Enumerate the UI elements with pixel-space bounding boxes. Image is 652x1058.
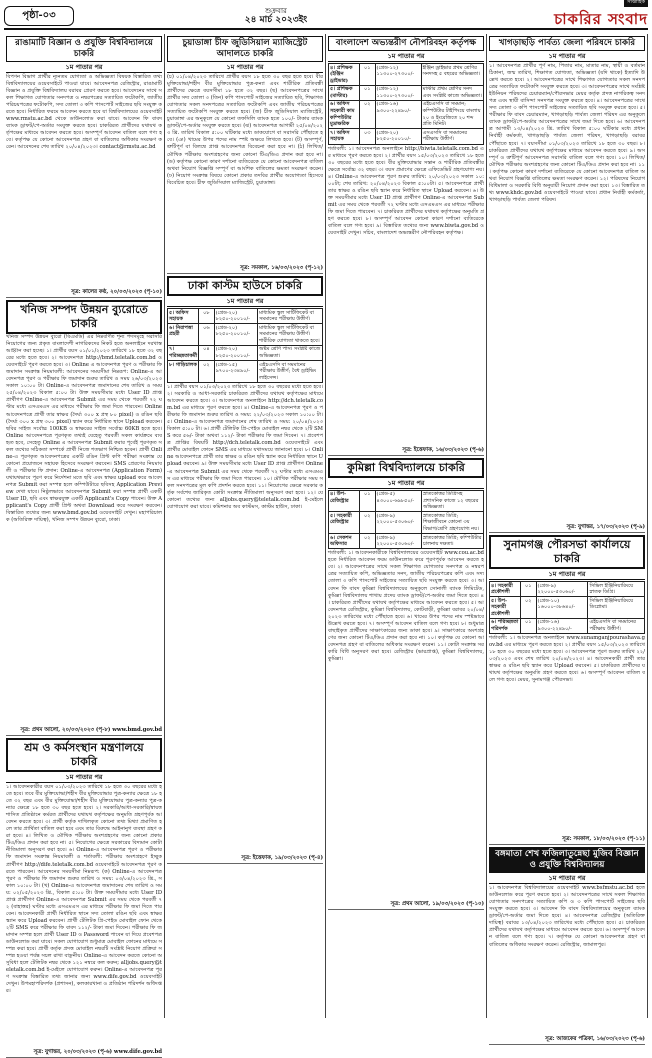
qualification: স্নাতকোত্তর ডিগ্রি; কম্পিউটার চালনায় দক্ষতা। [422,534,484,549]
article-heading: চুয়াডাঙ্গা চীফ জুডিসিয়াল ম্যাজিস্ট্রেট আদালতে চাকরি [167,36,323,62]
posts-table [167,308,323,383]
qualification: এইচএসসি বা সমমান; কম্পিউটার টাইপিংয়ে বাংলায় ২০ ও ইংরেজিতে ২০ শব্দ প্রতি মিনিট। [421,100,483,128]
page-number: পৃষ্ঠা-০৩ [4,6,74,26]
article-heading: ঢাকা কাস্টম হাউসে চাকরি [167,276,323,296]
pay-scale: (গ্রেড-১৬) ৯৩০০-২২৪৯০/- [375,100,421,128]
article-body: ১। আবেদনপত্র প্রার্থীর পূর্ণ নাম, পিতার নাম, মাতার নাম, স্থায়ী ও বর্তমান ঠিকানা, জন্ম তারিখ, শিক্ষাগত যোগ্যতা, অভিজ্ঞতা (যদি থাকে) ইত্যাদি উল্লেখ করতে হবে। ২। আবেদনপত্রের সাথে শিক্ষাগত যোগ্যতার সকল সনদপত্রের সত্যায়িত ফটোকপি সংযুক্ত করতে হবে। ৩। আবেদনপত্রের সাথে সংশ্লিষ্ট ইউনিয়ন পরিষদের চেয়ারম্যান/পৌরসভার মেয়র কর্তৃক প্রদত্ত নাগরিকত্ব সনদপত্র এবং স্থায়ী বাসিন্দা সনদপত্র সংযুক্ত করতে হবে। ৪। আবেদনপত্রের সাথে সদ্য তোলা ৩ কপি পাসপোর্ট সাইজের সত্যায়িত ছবি সংযুক্ত করতে হবে। ৫। পরীক্ষার ফি বাবদ চেয়ারম্যান, খাগড়াছড়ি পার্বত্য জেলা পরিষদ এর অনুকূলে ব্যাংক ড্রাফট/পে-অর্ডার আবেদনপত্রের সাথে জমা দিতে হবে। ৬। আবেদনপত্র আগামী ১৩/০৪/২০২৩ খ্রি. তারিখ বিকাল ৫:০০ ঘটিকার মধ্যে প্রধান নির্বাহী কর্মকর্তা, খাগড়াছড়ি পার্বত্য জেলা পরিষদ, খাগড়াছড়ি বরাবর পৌঁছাতে হবে। ৭। বয়সসীমা ০১/০৩/২০২৩ তারিখে ১৮ হতে ৩০ বছর। ৮। চাকরিরত প্রার্থীদের যথাযথ কর্তৃপক্ষের মাধ্যমে আবেদন করতে হবে। ৯। অসম্পূর্ণ ও ত্রুটিপূর্ণ আবেদনপত্র সরাসরি বাতিল বলে গণ্য হবে। ১০। লিখিত/মৌখিক পরীক্ষায় অংশগ্রহণের জন্য কোনো টিএ/ডিএ প্রদান করা হবে না। ১১। কর্তৃপক্ষ কোনো কারণ দর্শানো ব্যতিরেকে যে কোনো আবেদনপত্র বাতিল অথবা নিয়োগ বিজ্ঞপ্তি বাতিলের ক্ষমতা সংরক্ষণ করেন। ১২। পরিষদের নিয়োগ বিধিমালা ও সরকারি বিধি অনুযায়ী নিয়োগ প্রদান করা হবে। ১৩। বিস্তারিত তথ্য www.khdc.gov.bd ওয়েবসাইটে পাওয়া যাবে। প্রধান নির্বাহী কর্মকর্তা, খাগড়াছড়ি পার্বত্য জেলা পরিষদ। [489,63,645,203]
logo-title: চাকরির সংবাদ [554,10,648,28]
qualification: স্নাতকোত্তর ডিগ্রিসহ প্রশাসনিক কাজে ১২ বছরের অভিজ্ঞতা। [422,490,484,512]
post-count: ০১ [360,490,376,512]
qualification: এসএসসি বা সমমানের পরীক্ষায় উত্তীর্ণ। [421,129,483,144]
pay-scale: (গ্রেড-১০) ১৬০০০-৩৮৬৪০/- [536,597,588,619]
article-heading: কুমিল্লা বিশ্ববিদ্যালয়ে চাকরি [328,458,484,478]
article-body: ১। আবেদনকারীর বয়স ০১/০৩/২০২৩ তারিখে ১৮ হতে ৩০ বছরের মধ্যে হতে হবে। তবে বীর মুক্তিযোদ্ধা/শহীদ বীর মুক্তিযোদ্ধার পুত্র-কন্যার ক্ষেত্রে ১৮ হতে ৩২ বছর এবং বীর মুক্তিযোদ্ধা/শহীদ বীর মুক্তিযোদ্ধার পুত্র-কন্যার পুত্র-কন্যার ক্ষেত্রে ১৮ হতে ৩০ বছর হতে হবে। ২। সরকারি/আধা-সরকারি/স্বায়ত্তশাসিত প্রতিষ্ঠানে কর্মরত প্রার্থীদের যথাযথ কর্তৃপক্ষের অনুমতি গ্রহণপূর্বক আবেদন করতে হবে। ৩। প্রার্থী কর্তৃক দাখিলকৃত কোনো তথ্য মিথ্যা প্রমাণিত হলে তার প্রার্থিতা বাতিল করা হবে এবং তার বিরুদ্ধে আইনানুগ ব্যবস্থা গ্রহণ করা হবে। ৪। লিখিত ও মৌখিক পরীক্ষায় অংশগ্রহণের জন্য কোনো প্রকার টিএ/ডিএ প্রদান করা হবে না। ৫। নিয়োগের ক্ষেত্রে সরকারের বিদ্যমান কোটা নীতিমালা অনুসরণ করা হবে। ৬। Online-এ আবেদনপত্র পূরণ ও পরীক্ষার ফি জমাদান সংক্রান্ত নিয়মাবলী ও শর্তাবলী: পরীক্ষায় অংশগ্রহণে ইচ্ছুক প্রার্থীগণ http://dife.teletalk.com.bd ওয়েবসাইটে আবেদনপত্র পূরণ করতে পারবেন। আবেদনের সময়সীমা নিম্নরূপ: (ক) Online-এ আবেদনপত্র পূরণ ও পরীক্ষার ফি জমাদান শুরুর তারিখ ও সময়: ০৩/০৪/২০২৩ খ্রি., সকাল ১০:০০ টা। (খ) Online-এ আবেদনপত্র জমাদানের শেষ তারিখ ও সময়: ০২/০৫/২০২৩ খ্রি., বিকাল ৫:০০ টা। উক্ত সময়সীমার মধ্যে User ID প্রাপ্ত প্রার্থীগণ Online-এ আবেদনপত্র Submit এর সময় থেকে পরবর্তী ৭২ (বাহাত্তর) ঘণ্টার মধ্যে এসএমএস এর মাধ্যমে পরীক্ষার ফি জমা দিতে পারবেন। আবেদনকারী প্রার্থী নির্ধারিত স্থানে সদ্য তোলা রঙিন ছবি এবং স্বাক্ষর স্ক্যান করে Upload করবেন। প্রার্থী টেলিটক প্রি-পেইড মোবাইল ফোন থেকে ২টি SMS করে পরীক্ষার ফি বাবদ ১১২/- টাকা জমা দিবেন। পরীক্ষার ফি জমাদান সম্পন্ন হলে প্রার্থী User ID ও Password পাবেন যা দিয়ে প্রবেশপত্র ডাউনলোড করা যাবে। সকল যোগাযোগ শুধুমাত্র মোবাইল ফোনের মাধ্যমে সম্পন্ন করা হবে। প্রার্থী কর্তৃক প্রদত্ত মোবাইল নম্বরটি সংশ্লিষ্ট নিয়োগ প্রক্রিয়া সম্পন্ন হওয়া পর্যন্ত সচল রাখা বাঞ্ছনীয়। Online-এ আবেদন করতে কোনো অসুবিধা হলে টেলিটক নম্বর থেকে ১২১ নম্বরে কল করুন; alljobs.query@teletalk.com.bd ই-মেইলে যোগাযোগ করুন। Online-এ আবেদনপত্র পূরণ সংক্রান্ত বিস্তারিত তথ্য জানার জন্য www.dife.gov.bd ওয়েবসাইট দেখুন। উপমহাপরিদর্শক (প্রশাসন), কলকারখানা ও প্রতিষ্ঠান পরিদর্শন অধিদপ্তর। [6,784,163,995]
table-row [168,345,323,360]
post-name: ৬। অফিস সহকারী কাম কম্পিউটার মুদ্রাক্ষরিক [329,100,360,128]
qualification: এইচএসসি বা সমমানের পরীক্ষায় উত্তীর্ণ। [588,618,645,633]
article-heading: সুনামগঞ্জ পৌরসভা কার্যালয়ে চাকরি [489,535,645,569]
post-count: ০২ [360,534,376,549]
pay-scale: (গ্রেড-২০) ৮২৫০-২০০১০/- [214,324,258,346]
post-count: ০২ [199,361,215,383]
source-ref: সূত্র: যুগান্তর, ২০/০৩/২০২৩ (পৃ-৬) www.dife.gov.bd [6,1049,162,1058]
pay-scale: (গ্রেড-৯) ২২০০০-৫৩০৬০/- [536,582,588,597]
source-ref: সূত্র: ইত্তেফাক, ১৬/০৩/২০২৩ (পৃ-৬) [328,447,484,456]
article-body: শর্তাবলী: ১। আবেদনকারীকে বিশ্ববিদ্যালয়ের ওয়েবসাইট www.cou.ac.bd হতে নির্ধারিত আবেদন ফরম ডাউনলোড করে পূরণপূর্বক আবেদন করতে হবে। ২। আবেদনপত্রের সাথে সকল শিক্ষাগত যোগ্যতার সনদপত্র ও নম্বরপত্রের সত্যায়িত কপি, অভিজ্ঞতার সনদ, জাতীয় পরিচয়পত্রের কপি এবং সদ্য তোলা ৩ কপি পাসপোর্ট সাইজের সত্যায়িত ছবি সংযুক্ত করতে হবে। ৩। আবেদন ফি বাবদ কুমিল্লা বিশ্ববিদ্যালয়ের অনুকূলে সোনালী ব্যাংক লিমিটেড, কুমিল্লা বিশ্ববিদ্যালয় শাখায় প্রদেয় ব্যাংক ড্রাফট/পে-অর্ডার জমা দিতে হবে। ৪। চাকরিরত প্রার্থীদের যথাযথ কর্তৃপক্ষের মাধ্যমে আবেদন করতে হবে। ৫। আবেদনপত্র রেজিস্ট্রার, কুমিল্লা বিশ্ববিদ্যালয়, কোটবাড়ী, কুমিল্লা বরাবর ২০/০৪/২০২৩ তারিখের মধ্যে পৌঁছাতে হবে। ৬। খামের উপর পদের নাম স্পষ্টভাবে উল্লেখ করতে হবে। ৭। অসম্পূর্ণ আবেদন বাতিল বলে গণ্য হবে। ৮। শুধুমাত্র বাছাইকৃত প্রার্থীদের সাক্ষাৎকারের জন্য ডাকা হবে। ৯। সাক্ষাৎকারে অংশগ্রহণের জন্য কোনো টিএ/ডিএ প্রদান করা হবে না। ১০। কর্তৃপক্ষ যে কোনো আবেদনপত্র গ্রহণ বা বাতিলের অধিকার সংরক্ষণ করেন। ১১। কোটা সংক্রান্ত সরকারি বিধি অনুসরণ করা হবে। রেজিস্ট্রার (ভারপ্রাপ্ত), কুমিল্লা বিশ্ববিদ্যালয়, কুমিল্লা। [328,550,484,662]
pay-scale: (গ্রেড-১২) ১১৩০০-২৭৩০০/- [375,85,421,100]
qualification: মাস্টার প্রথম শ্রেণির সনদ এবং সংশ্লিষ্ট কাজে অভিজ্ঞতা। [422,86,482,99]
post-count: ০৩ [360,129,376,144]
continued-label: ১ম পাতার পর [328,52,484,62]
posts-table [328,63,484,145]
masthead [4,0,648,30]
qualification: ইঞ্জিন ড্রাইভার প্রথম শ্রেণির সনদসহ ৫ বছরের অভিজ্ঞতা। [421,64,483,86]
table-row [490,618,645,633]
article-body: খনিজ সম্পদ উন্নয়ন ব্যুরো (বিএমডি) এর নিম্নবর্ণিত শূন্য পদসমূহে সরাসরি নিয়োগের জন্য প্রকৃত বাংলাদেশী নাগরিকদের নিকট হতে অনলাইনে দরখাস্ত আহ্বান করা হচ্ছে। ১। প্রার্থীর বয়স ০১/০১/২০২৩ তারিখে ১৮ হতে ৩২ বছরের মধ্যে হতে হবে। ২। আবেদনপত্র http://bmd.teletalk.com.bd ওয়েবসাইটে পূরণ করতে হবে। ৩। Online এ আবেদনপত্র পূরণ ও পরীক্ষার ফি জমাদান সংক্রান্ত নিয়মাবলী: আবেদনের সময়সীমা নিম্নরূপ: Online-এ আবেদনপত্র পূরণ ও পরীক্ষার ফি জমাদান শুরুর তারিখ ও সময় ২৬/০৩/২০২৩ সকাল ১০:০০ টা। Online-এ আবেদনপত্র জমাদানের শেষ তারিখ ও সময় ২৫/০৪/২০২৩ বিকাল ৫:০০ টা। উক্ত সময়সীমার মধ্যে User ID প্রাপ্ত প্রার্থীগণ Online-এ আবেদনপত্র Submit এর সময় থেকে পরবর্তী ৭২ ঘণ্টার মধ্যে এসএমএস এর মাধ্যমে পরীক্ষার ফি জমা দিতে পারবেন। Online আবেদনপত্রে প্রার্থী তার স্বাক্ষর (দৈর্ঘ্য ৩০০ x প্রস্থ ৮০ pixel) ও রঙিন ছবি (দৈর্ঘ্য ৩০০ x প্রস্থ ৩০০ pixel) স্ক্যান করে নির্ধারিত স্থানে Upload করবেন। ছবির সাইজ সর্বোচ্চ 100KB ও স্বাক্ষরের সাইজ সর্বোচ্চ 60KB হতে হবে। Online আবেদনপত্রে পূরণকৃত তথ্যই যেহেতু পরবর্তী সকল কার্যক্রমে ব্যবহৃত হবে, সেহেতু Online এ আবেদনপত্র Submit করার পূর্বেই পূরণকৃত সকল তথ্যের সঠিকতা সম্পর্কে প্রার্থী নিজে শতভাগ নিশ্চিত হবেন। প্রার্থী Online-এ পূরণকৃত আবেদনপত্রের একটি রঙিন প্রিন্ট কপি পরীক্ষা সংক্রান্ত যে কোনো প্রয়োজনে সহায়ক হিসেবে সংরক্ষণ করবেন। SMS প্রেরণের নিয়মাবলী ও পরীক্ষার ফি প্রদান: Online-এ আবেদনপত্র (Application Form) যথাযথভাবে পূরণ করে নির্দেশনা মতে ছবি এবং স্বাক্ষর upload করে আবেদনপত্র Submit করা সম্পন্ন হলে কম্পিউটারে ছবিসহ Application Preview দেখা যাবে। নিষ্ঠুলভাবে আবেদনপত্র Submit করা সম্পন্ন প্রার্থী একটি User ID, ছবি এবং স্বাক্ষরযুক্ত একটি Applicant's Copy পাবেন। উক্ত Applicant's Copy প্রার্থী প্রিন্ট অথবা Download করে সংরক্ষণ করবেন। বিস্তারিত তথ্যের জন্য www.bmd.gov.bd ওয়েবসাইট দেখুন। মহাপরিচালক (অতিরিক্ত দায়িত্ব), খনিজ সম্পদ উন্নয়ন ব্যুরো, ঢাকা। [6,334,162,524]
continued-label: ১ম পাতার পর [6,63,162,73]
table-row [329,129,484,144]
newspaper-logo [478,0,648,28]
source-ref: সূত্র: আজকের পত্রিকা, ১৬/০৩/২০২৩ (পৃ-৬) [489,1036,645,1045]
article-heading: খাগড়াছড়ি পার্বত্য জেলা পরিষদে চাকরি [489,36,645,51]
post-name: ৬। নিরাপত্তা প্রহরী [168,324,199,346]
qualification: এইচএসসি বা সমমানের পরীক্ষায় উত্তীর্ণ; বৈধ ড্রাইভিং লাইসেন্স। [258,361,323,383]
table-row [329,490,484,512]
table-row [490,597,645,619]
post-count: ০১ [360,64,376,86]
article-heading: বাংলাদেশ অভ্যন্তরীণ নৌপরিবহন কর্তৃপক্ষ [328,36,484,51]
table-row [329,512,484,534]
pay-scale: (গ্রেড-২০) ৮২৫০-২০০১০/- [375,129,421,144]
source-ref: সূত্র: ইত্তেফাক, ১৯/০৩/২০২৩ (পৃ-৪) [167,855,323,864]
continued-label: ১ম পাতার পর [489,570,645,580]
source-ref: সূত্র: সমকাল, ১৮/০৩/২০২৩ (পৃ-১১) [489,836,645,845]
qualification: সিভিল ইঞ্জিনিয়ারিংয়ে স্নাতক ডিগ্রি। [588,582,645,597]
table-row [168,309,323,324]
pay-scale: (গ্রেড-৯) ২২০০০-৫৩০৬০/- [375,512,422,534]
post-count: ০৪ [199,345,215,360]
article-body: ১। প্রার্থীর বয়স ০১/০৩/২০২৩ তারিখে ১৮ হতে ৩০ বছরের মধ্যে হতে হবে। ২। সরকারি ও আধা-সরকারি চাকরিরত প্রার্থীদের যথাযথ কর্তৃপক্ষের মাধ্যমে আবেদন করতে হবে। ৩। আবেদনপত্র অনলাইনে http://dch.teletalk.com.bd এর মাধ্যমে পূরণ করতে হবে। ৪। Online-এ আবেদনপত্র পূরণ ও পরীক্ষার ফি জমাদান শুরুর তারিখ ও সময়: ২২/০৩/২০২৩ সকাল ১০:০০ টা। ৫। Online-এ আবেদনপত্র জমাদানের শেষ তারিখ ও সময়: ২০/০৪/২০২৩ বিকাল ৫:০০ টা। ৬। প্রার্থী টেলিটক প্রি-পেইড মোবাইল নম্বর থেকে ২টি SMS করে ৫৬/- টাকা অথবা ১১২/- টাকা পরীক্ষার ফি জমা দিবেন। ৭। প্রবেশপত্র প্রাপ্তির বিষয়টি http://dch.teletalk.com.bd ওয়েবসাইটে এবং প্রার্থীর মোবাইল ফোনে SMS এর মাধ্যমে যথাসময়ে জানানো হবে। ৮। Online আবেদনপত্রে প্রার্থী তার স্বাক্ষর ও রঙিন ছবি স্ক্যান করে নির্ধারিত স্থানে Upload করবেন। ৯। উক্ত সময়সীমার মধ্যে User ID প্রাপ্ত প্রার্থীগণ Online-এ আবেদনপত্র Submit এর সময় থেকে পরবর্তী ৭২ ঘণ্টার মধ্যে এসএমএস এর মাধ্যমে পরীক্ষার ফি জমা দিতে পারবেন। ১০। মৌখিক পরীক্ষার সময় সকল সনদপত্রের মূল কপি প্রদর্শন করতে হবে। ১১। নিয়োগের ক্ষেত্রে সরকার কর্তৃক সর্বশেষ জারিকৃত কোটা সংক্রান্ত নীতিমালা অনুসরণ করা হবে। ১২। যে কোনো তথ্যের জন্য alljobs.query@teletalk.com.bd ই-মেইলে যোগাযোগ করা যাবে। কমিশনার অব কাস্টমস, কাস্টম হাউস, ঢাকা। [167,383,323,510]
continued-label: ১ম পাতার পর [489,874,645,884]
article-heading: শ্রম ও কর্মসংস্থান মন্ত্রণালয়ে চাকরি [6,738,162,772]
continued-label: ১ম পাতার পর [328,479,484,489]
post-name: ৪। সহকারী প্রকৌশলী [490,582,521,597]
post-count: ০২ [521,597,537,619]
source-ref: সূত্র: যুগান্তর, ১৭/০৩/২০২৩ (পৃ-৯) [489,524,645,533]
table-row [168,361,323,383]
article-body: ১। আবেদনপত্র বিশ্ববিদ্যালয়ের ওয়েবসাইট www.bsfmstu.ac.bd হতে ডাউনলোড করে পূরণ করতে হবে। ২। আবেদনপত্রের সাথে সকল শিক্ষাগত যোগ্যতার সনদপত্রের সত্যায়িত কপি ও ৩ কপি পাসপোর্ট সাইজের ছবি সংযুক্ত করতে হবে। ৩। আবেদন ফি বাবদ বিশ্ববিদ্যালয়ের অনুকূলে ব্যাংক ড্রাফট/পে-অর্ডার জমা দিতে হবে। ৪। আবেদনপত্র রেজিস্ট্রার (অতিরিক্ত দায়িত্ব) বরাবর ১৩/০৪/২০২৩ তারিখের মধ্যে পৌঁছাতে হবে। ৫। চাকরিরত প্রার্থীদের যথাযথ কর্তৃপক্ষের মাধ্যমে আবেদন করতে হবে। ৬। অসম্পূর্ণ আবেদন বাতিল বলে গণ্য হবে। ৭। কর্তৃপক্ষ যে কোনো আবেদনপত্র গ্রহণ বা বাতিলের অধিকার সংরক্ষণ করেন। রেজিস্ট্রার, জামালপুর। [489,885,645,948]
post-count: ০১ [360,85,376,100]
post-count: ০৬ [199,324,215,346]
post-count: ০৮ [199,309,215,324]
source-ref: সূত্র: প্রথম আলো, ১৯/০৩/২০২৩ (পৃ-১০) [328,901,484,910]
qualification: মাধ্যমিক স্কুল সার্টিফিকেট বা সমমানের পরীক্ষায় উত্তীর্ণ। শারীরিক যোগ্যতা থাকতে হবে। [258,324,323,346]
post-name: ৭। অফিস সহায়ক [329,129,360,144]
article-body: (চ) ০১/০৪/২০২৩ তারিখে প্রার্থীর বয়স ১৮ হতে ৩০ বছর হতে হবে। বীর মুক্তিযোদ্ধা/শহীদ বীর মুক্তিযোদ্ধার পুত্র-কন্যা এবং শারীরিক প্রতিবন্ধী প্রার্থীদের ক্ষেত্রে বয়সসীমা ১৮ হতে ৩২ বছর। (ছ) আবেদনপত্রের সাথে প্রার্থীর সদ্য তোলা ৩ (তিন) কপি পাসপোর্ট সাইজের সত্যায়িত ছবি, শিক্ষাগত যোগ্যতার সকল সনদপত্রের সত্যায়িত ফটোকপি এবং জাতীয় পরিচয়পত্রের সত্যায়িত ফটোকপি সংযুক্ত করতে হবে। (জ) চীফ জুডিসিয়াল ম্যাজিস্ট্রেট, চুয়াডাঙ্গা এর অনুকূলে যে কোনো তফসিলি ব্যাংক হতে ১০০/- টাকার ব্যাংক ড্রাফট/পে-অর্ডার সংযুক্ত করতে হবে। (ঝ) আবেদনপত্র আগামী ২৫/০৪/২০২৩ খ্রি. তারিখ বিকাল ৫:০০ ঘটিকার মধ্যে ডাকযোগে বা সরাসরি পৌঁছাতে হবে। (ঞ) খামের উপর পদের নাম স্পষ্ট অক্ষরে লিখতে হবে। (ট) অসম্পূর্ণ, ত্রুটিপূর্ণ বা বিলম্বে প্রাপ্ত আবেদনপত্র বিবেচনা করা হবে না। (ঠ) লিখিত/মৌখিক পরীক্ষায় অংশগ্রহণের জন্য কোনো টিএ/ডিএ প্রদান করা হবে না। (ড) কর্তৃপক্ষ কোনো কারণ দর্শানো ব্যতিরেকে যে কোনো আবেদনপত্র বাতিল অথবা নিয়োগ বিজ্ঞপ্তি সম্পূর্ণ বা আংশিক বাতিলের ক্ষমতা সংরক্ষণ করেন। (ঢ) নিয়োগ সংক্রান্ত বিষয়ে কোনো প্রকার তদবির প্রার্থীর অযোগ্যতা হিসেবে বিবেচিত হবে। চীফ জুডিসিয়াল ম্যাজিস্ট্রেট, চুয়াডাঙ্গা। [167,74,323,186]
pay-scale: (গ্রেড-১৬) ৯৩০০-২২৪৯০/- [536,618,588,633]
article-body: শর্তাবলী: ১। আবেদনপত্র অনলাইনে www.sunamganjpourashava.gov.bd এর মাধ্যমে পূরণ করতে হবে। ২। প্রার্থীর বয়স ১৫/০৩/২০২৩ তারিখে ১৮ হতে ৩০ বছরের মধ্যে হতে হবে। ৩। আবেদনপত্র পূরণ শুরুর তারিখ ২২/০৩/২০২৩ এবং শেষ তারিখ ২০/০৪/২০২৩। ৪। আবেদনকারী প্রার্থী তার স্বাক্ষর ও রঙিন ছবি স্ক্যান করে Upload করবেন। ৫। চাকরিরত প্রার্থীদের যথাযথ কর্তৃপক্ষের অনুমতি গ্রহণ করতে হবে। ৬। অসম্পূর্ণ আবেদন বাতিল বলে গণ্য হবে। মেয়র, সুনামগঞ্জ পৌরসভা। [489,635,645,684]
pay-scale: (গ্রেড-১২) ১১৩০০-২৭৩০০/- [375,64,421,86]
article-heading: রাঙামাটি বিজ্ঞান ও প্রযুক্তি বিশ্ববিদ্যালয়ে চাকরি [6,36,162,62]
post-name: ৫। উপ-সহকারী প্রকৌশলী [490,597,521,619]
table-row [329,534,484,549]
continued-label: ১ম পাতার পর [167,297,323,307]
post-name: ৭। পরিচ্ছন্নতাকর্মী [169,346,198,360]
post-name: ৪। উপ-রেজিস্ট্রার [329,490,360,512]
pay-scale: (গ্রেড-২০) ৮২৫০-২০০১০/- [214,345,258,360]
post-count: ০২ [360,100,376,128]
table-row [329,100,484,128]
qualification: মাধ্যমিক স্কুল সার্টিফিকেট বা সমমানের পরীক্ষায় উত্তীর্ণ। [258,309,323,324]
qualification: অষ্টম শ্রেণি পাস। সংশ্লিষ্ট কাজে অভিজ্ঞতা। [258,345,323,360]
continued-label: ১ম পাতার পর [489,52,645,62]
weekday: শুক্রবার [265,7,287,15]
column-2 [165,34,326,1018]
article-heading: বঙ্গমাতা শেখ ফজিলাতুন্নেছা মুজিব বিজ্ঞান ও প্রযুক্তি বিশ্ববিদ্যালয় [489,847,645,873]
post-name: ৮। গাড়িচালক [168,361,199,383]
date: ২৪ মার্চ ২০২৩ইং [244,15,308,25]
source-ref: সূত্র: কালের কণ্ঠ, ২০/০৩/২০২৩ (পৃ-১০) [6,289,162,298]
posts-table [328,490,484,550]
post-name: ৪। প্রশিক্ষক (ইঞ্জিন ড্রাইভার) [329,64,360,86]
qualification: স্নাতকোত্তর ডিগ্রি; শিক্ষাজীবনে কোনো ৩য় বিভাগ/শ্রেণি গ্রহণযোগ্য নয়। [422,512,484,534]
pay-scale: (গ্রেড-২০) ৮২৫০-২০০১০/- [214,309,258,324]
source-ref: সূত্র: সমকাল, ১৬/০৩/২০২৩ (পৃ-১২) [167,265,323,274]
issue-date [74,4,478,28]
qualification: সিভিল ইঞ্জিনিয়ারিংয়ে ডিপ্লোমা। [588,597,645,619]
pay-scale: (গ্রেড-৫) ৪৩০০০-৬৯৮৫০/- [375,490,422,512]
article-heading: খনিজ সম্পদ উন্নয়ন ব্যুরোতে চাকরি [6,300,162,334]
table-row [168,324,323,346]
column-1 [4,34,165,1055]
column-4 [487,34,648,1043]
post-name: ৫। প্রশিক্ষক (মাস্টার) [329,85,360,100]
pay-scale: (গ্রেড-১৫) ৯৭০০-২৩৪৯০/- [214,361,258,383]
table-row [490,582,645,597]
article-body: শর্তাবলী: ১। আবেদনপত্র অনলাইনে http://biwta.teletalk.com.bd এর মাধ্যমে পূরণ করতে হবে। ২। প্রার্থীর বয়স ১৫/০৩/২০২৩ তারিখে ১৮ হতে ৩০ বছরের মধ্যে হতে হবে। বীর মুক্তিযোদ্ধার সন্তান ও শারীরিক প্রতিবন্ধীর ক্ষেত্রে সর্বোচ্চ ৩২ বছর। ৩। বয়স প্রমাণের ক্ষেত্রে এফিডেভিট গ্রহণযোগ্য নয়। ৪। Online-এ আবেদনপত্র পূরণ শুরুর তারিখ: ২০/০৩/২০২৩ সকাল ১০:০০টা; শেষ তারিখ: ২০/০৪/২০২৩ বিকাল ৫:০০টা। ৫। আবেদনপত্রে প্রার্থী তার স্বাক্ষর ও রঙিন ছবি স্ক্যান করে নির্ধারিত স্থানে Upload করবেন। ৬। উক্ত সময়সীমার মধ্যে User ID প্রাপ্ত প্রার্থীগণ Online-এ আবেদনপত্র Submit এর সময় থেকে পরবর্তী ৭২ ঘণ্টার মধ্যে এসএমএস এর মাধ্যমে পরীক্ষার ফি জমা দিতে পারবেন। ৭। চাকরিরত প্রার্থীদের যথাযথ কর্তৃপক্ষের অনুমতি গ্রহণ করতে হবে। ৮। অসম্পূর্ণ আবেদন কোনো কারণ দর্শানো ব্যতিরেকে বাতিল বলে গণ্য হবে। ৯। বিস্তারিত তথ্যের জন্য www.biwta.gov.bd ওয়েবসাইট দেখুন। সচিব, বাংলাদেশ অভ্যন্তরীণ নৌপরিবহন কর্তৃপক্ষ। [328,145,484,237]
table-row [329,85,484,100]
post-count: ০২ [360,512,376,534]
continued-label: ১ম পাতার পর [6,773,162,783]
post-name: ৬। সেকশন অফিসার [329,534,360,549]
continued-label: ১ম পাতার পর [167,63,323,73]
posts-table [489,581,645,634]
post-count: ০১ [521,582,537,597]
post-name: ৫। সহকারী রেজিস্ট্রার [329,512,360,534]
source-ref: সূত্র: প্রথম আলো, ২০/০৩/২০২৩ (পৃ-৮) www.bmd.gov.bd [6,727,162,736]
post-name: ৫। অফিস সহায়ক [168,309,199,324]
post-name: ৬। পরিচ্ছন্নতা পরিদর্শক [490,618,521,633]
pay-scale: (গ্রেড-৯) ২২০০০-৫৩০৬০/- [375,534,422,549]
table-row [329,64,484,86]
logo-tagline: সাপ্তাহিক [624,0,648,7]
column-3 [326,34,487,1018]
post-count: ০১ [521,618,537,633]
article-body: বিপণন বিভাগ প্রার্থীর ন্যূনতম যোগ্যতা ও অভিজ্ঞতা বিষয়ক বিস্তারিত তথ্য বিশ্ববিদ্যালয়ের ওয়েবসাইটে পাওয়া যাবে। আবেদনপত্র রেজিস্ট্রার, রাঙামাটি বিজ্ঞান ও প্রযুক্তি বিশ্ববিদ্যালয় বরাবর প্রেরণ করতে হবে। আবেদনের সাথে সকল শিক্ষাগত যোগ্যতার সনদপত্র ও নম্বরপত্রের সত্যায়িত ফটোকপি, জাতীয় পরিচয়পত্রের ফটোকপি, সদ্য তোলা ৩ কপি পাসপোর্ট সাইজের ছবি সংযুক্ত করতে হবে। নির্ধারিত ফরমে আবেদন করতে হবে যা বিশ্ববিদ্যালয়ের ওয়েবসাইট www.rmstu.ac.bd থেকে ডাউনলোড করা যাবে। আবেদন ফি বাবদ ব্যাংক ড্রাফট/পে-অর্ডার সংযুক্ত করতে হবে। চাকরিরত প্রার্থীদের যথাযথ কর্তৃপক্ষের মাধ্যমে আবেদন করতে হবে। অসম্পূর্ণ আবেদন বাতিল বলে গণ্য হবে। কর্তৃপক্ষ যে কোনো আবেদনপত্র গ্রহণ বা বাতিলের অধিকার সংরক্ষণ করেন। আবেদনের শেষ তারিখ ২০/০৪/২০২৩। contact@rmstu.ac.bd [6,74,162,151]
